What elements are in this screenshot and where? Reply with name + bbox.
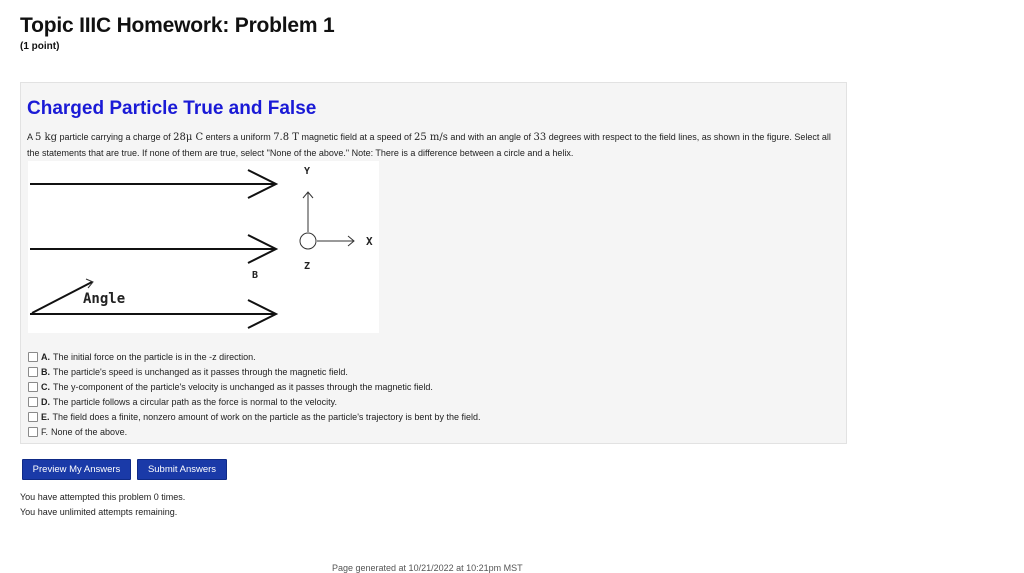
problem-statement: A 5 kg particle carrying a charge of 28μ C enters a uniform 7.8 T magnetic field at a speed of 25 m/s and with an angle of 33 degrees with respect to the field lines, as shown in the figure. Select all the statements that are true. If none of them are true, select "None of the above." Note: There is a difference between a circle and a helix. bbox=[27, 132, 831, 158]
problem-heading: Charged Particle True and False bbox=[27, 98, 317, 119]
choice-letter: C. bbox=[41, 381, 50, 392]
choice-b[interactable] bbox=[28, 364, 480, 379]
choice-letter: A. bbox=[41, 351, 50, 362]
problem-figure bbox=[28, 161, 379, 333]
choice-a[interactable] bbox=[28, 349, 480, 364]
y-axis-label: Y bbox=[304, 166, 311, 177]
choice-d[interactable] bbox=[28, 394, 480, 409]
attempts-remaining: You have unlimited attempts remaining. bbox=[20, 507, 178, 517]
submit-answers-button[interactable]: Submit Answers bbox=[137, 459, 227, 480]
choice-e-checkbox[interactable] bbox=[28, 412, 38, 422]
choice-text: The initial force on the particle is in the -z direction. bbox=[53, 351, 256, 362]
speed-value: 25 m/s bbox=[414, 132, 448, 143]
attempts-info bbox=[20, 490, 185, 520]
answer-choices bbox=[28, 349, 480, 439]
choice-d-checkbox[interactable] bbox=[28, 397, 38, 407]
choice-c-checkbox[interactable] bbox=[28, 382, 38, 392]
x-axis-label: X bbox=[366, 235, 373, 248]
points-label: (1 point) bbox=[20, 41, 60, 52]
choice-f-checkbox[interactable] bbox=[28, 427, 38, 437]
choice-e[interactable] bbox=[28, 409, 480, 424]
b-field-label: B bbox=[252, 270, 259, 281]
angle-value: 33 bbox=[533, 132, 547, 143]
preview-answers-button[interactable]: Preview My Answers bbox=[22, 459, 131, 480]
choice-a-checkbox[interactable] bbox=[28, 352, 38, 362]
field-diagram bbox=[28, 161, 379, 333]
choice-text: The particle's speed is unchanged as it passes through the magnetic field. bbox=[53, 366, 348, 377]
choice-text: The field does a finite, nonzero amount of work on the particle as the particle's trajectory is bent by the field. bbox=[52, 411, 481, 422]
mass-value: 5 kg bbox=[35, 132, 58, 143]
problem-box bbox=[20, 82, 847, 444]
z-axis-out-of-page-circle bbox=[300, 233, 316, 249]
choice-f[interactable] bbox=[28, 424, 480, 439]
charge-value: 28μ C bbox=[173, 132, 204, 143]
choice-text: None of the above. bbox=[51, 426, 128, 437]
choice-text: The y-component of the particle's velocity is unchanged as it passes through the magnetic field. bbox=[53, 381, 433, 392]
choice-b-checkbox[interactable] bbox=[28, 367, 38, 377]
choice-letter: F. bbox=[41, 426, 49, 437]
page-footer: Page generated at 10/21/2022 at 10:21pm MST bbox=[332, 563, 523, 573]
choice-text: The particle follows a circular path as the force is normal to the velocity. bbox=[53, 396, 337, 407]
attempts-count: You have attempted this problem 0 times. bbox=[20, 492, 186, 502]
choice-letter: E. bbox=[41, 411, 50, 422]
angle-label: Angle bbox=[83, 291, 126, 307]
field-value: 7.8 T bbox=[273, 132, 299, 143]
choice-c[interactable] bbox=[28, 379, 480, 394]
z-axis-label: Z bbox=[304, 261, 311, 272]
choice-letter: D. bbox=[41, 396, 50, 407]
page-title: Topic IIIC Homework: Problem 1 bbox=[20, 14, 335, 37]
choice-letter: B. bbox=[41, 366, 50, 377]
